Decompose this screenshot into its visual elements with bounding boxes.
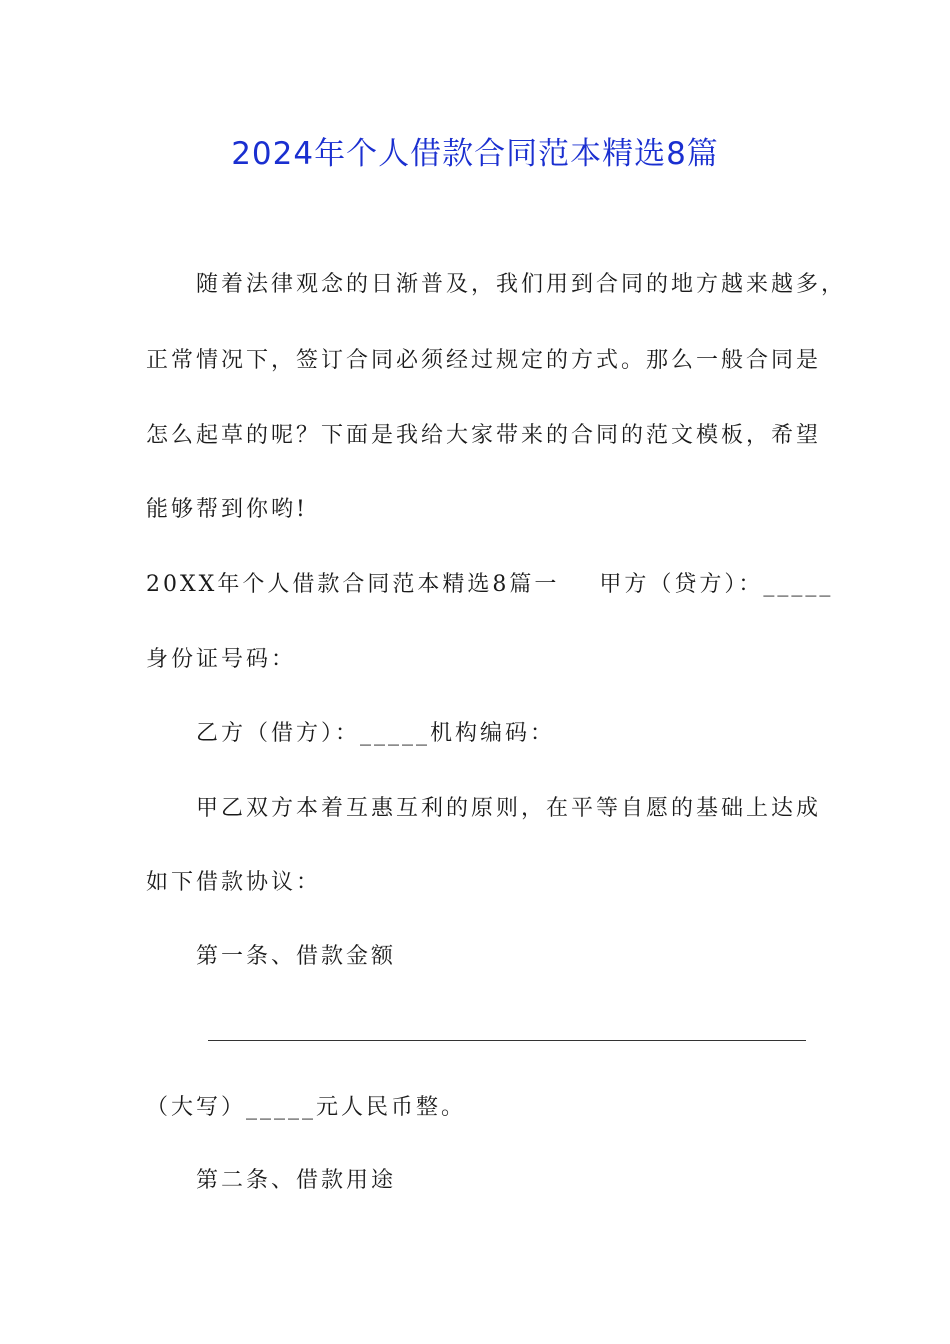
article-2-heading: 第二条、借款用途 xyxy=(196,1168,397,1193)
intro-line-3: 怎么起草的呢？下面是我给大家带来的合同的范文模板，希望 xyxy=(146,423,822,448)
id-number-field: 身份证号码： xyxy=(146,647,297,672)
party-a-field: 甲方（贷方）：_____ xyxy=(599,572,834,597)
section-heading xyxy=(146,570,833,600)
party-b-field: 乙方（借方）：_____机构编码： xyxy=(196,721,556,746)
section-title: 20XX年个人借款合同范本精选8篇一 xyxy=(146,572,560,597)
amount-blank-line xyxy=(208,1040,806,1041)
intro-line-2: 正常情况下，签订合同必须经过规定的方式。那么一般合同是 xyxy=(146,348,822,373)
agreement-line-1: 甲乙双方本着互惠互利的原则，在平等自愿的基础上达成 xyxy=(196,796,822,821)
intro-line-1: 随着法律观念的日渐普及，我们用到合同的地方越来越多， xyxy=(196,272,847,297)
amount-uppercase-field: （大写）_____元人民币整。 xyxy=(146,1095,467,1120)
agreement-line-2: 如下借款协议： xyxy=(146,870,322,895)
document-title: 2024年个人借款合同范本精选8篇 xyxy=(231,136,719,172)
intro-line-4: 能够帮到你哟! xyxy=(146,497,308,522)
article-1-heading: 第一条、借款金额 xyxy=(196,944,397,969)
